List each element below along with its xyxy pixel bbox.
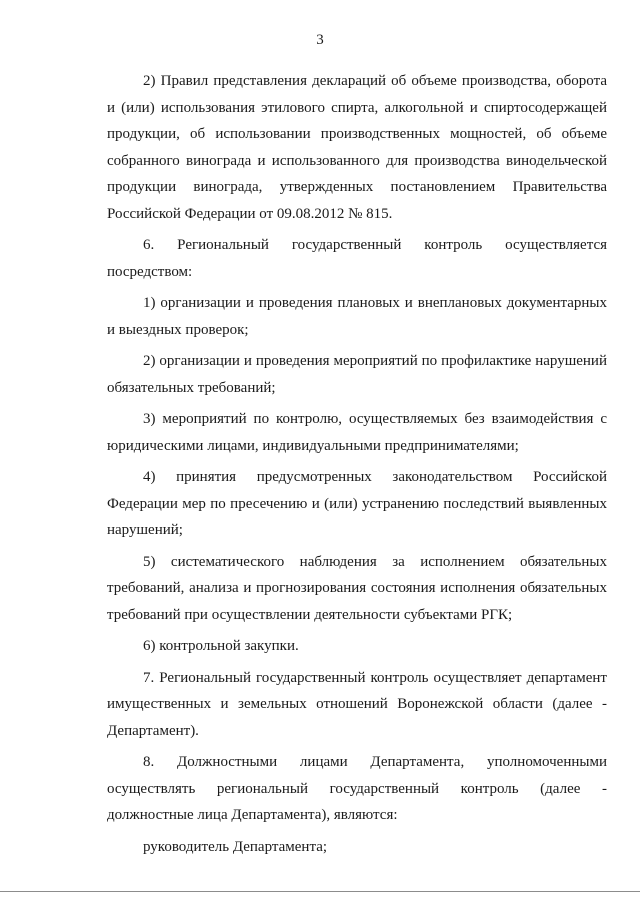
paragraph-subitem-6: 6) контрольной закупки. [143, 638, 299, 654]
page-bottom-border [0, 891, 640, 892]
paragraph-subitem-1: 1) организации и проведения плановых и внеплановых документарных и выездных проверок; [107, 295, 607, 338]
document-body [107, 68, 607, 865]
paragraph-item-7: 7. Региональный государственный контроль осуществляет департамент имущественных и земельных отношений Воронежской области (далее - Департамент). [107, 669, 607, 739]
paragraph-rules-declarations: 2) Правил представления деклараций об объеме производства, оборота и (или) использования этилового спирта, алкогольной и спиртосодержащей продукции, об использовании производственных мощностей, об объеме собранного винограда и использованного для производства винодельческой продукции винограда, утвержденных постановлением Правительства Российской Федерации от 09.08.2012 № 815. [107, 73, 607, 222]
paragraph-subitem-3: 3) мероприятий по контролю, осуществляемых без взаимодействия с юридическими лицами, индивидуальными предпринимателями; [107, 411, 607, 454]
paragraph-item-6: 6. Региональный государственный контроль осуществляется посредством: [107, 237, 607, 280]
page-number: 3 [316, 32, 324, 48]
paragraph-subitem-5: 5) систематического наблюдения за исполнением обязательных требований, анализа и прогнозирования состояния исполнения обязательных требований при осуществлении деятельности субъектами РГК; [107, 553, 607, 623]
paragraph-subitem-4: 4) принятия предусмотренных законодательством Российской Федерации мер по пресечению и (или) устранению последствий выявленных нарушений; [107, 469, 607, 538]
paragraph-subitem-2: 2) организации и проведения мероприятий по профилактике нарушений обязательных требований; [107, 353, 607, 396]
paragraph-head-of-department: руководитель Департамента; [143, 838, 328, 855]
paragraph-item-8: 8. Должностными лицами Департамента, уполномоченными осуществлять региональный государственный контроль (далее - должностные лица Департамента), являются: [107, 754, 607, 823]
